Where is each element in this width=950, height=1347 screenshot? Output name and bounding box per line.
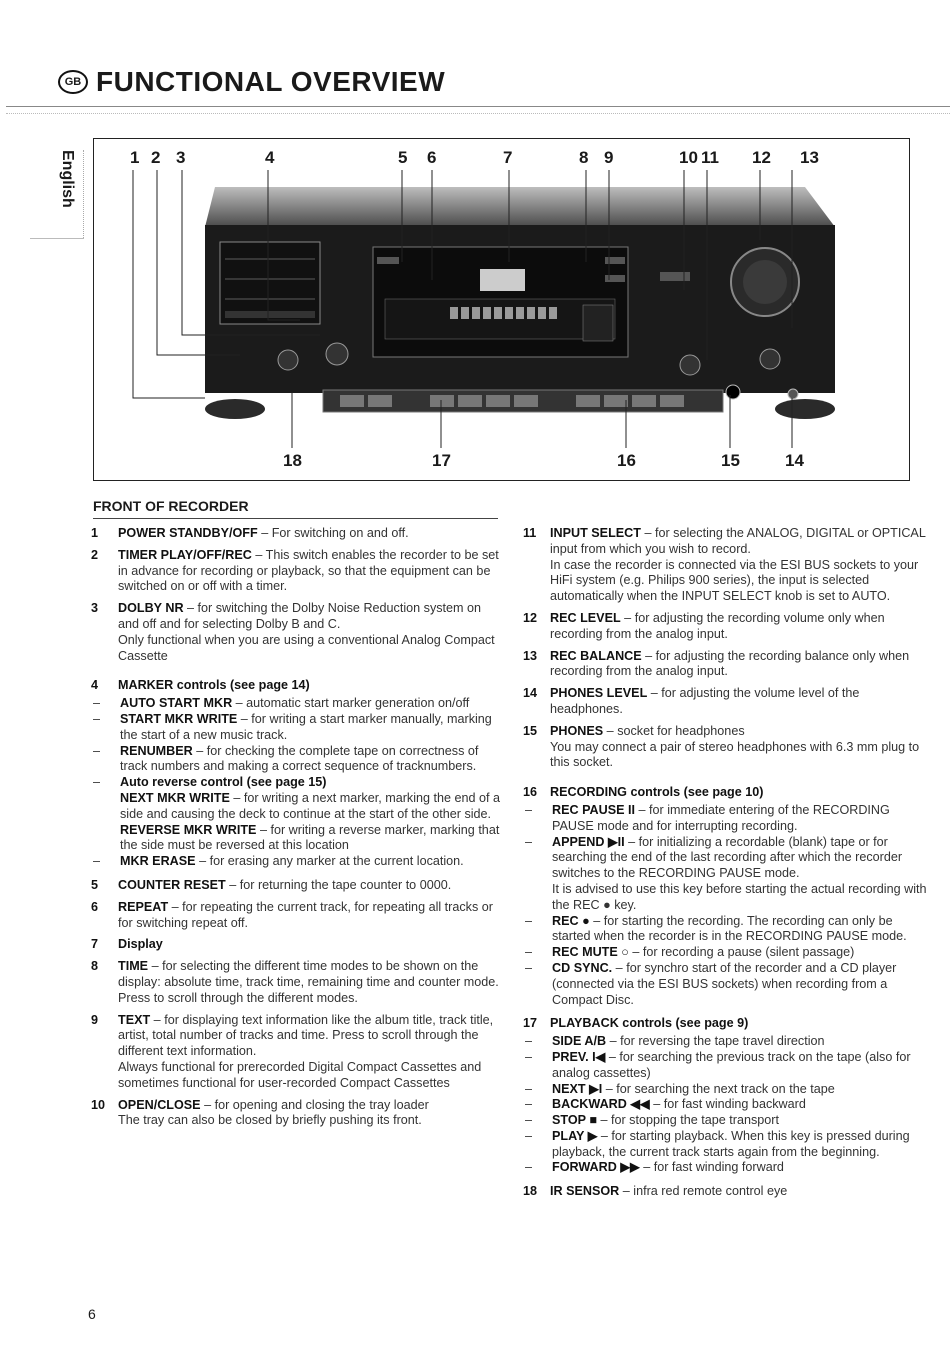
right-column: [523, 526, 933, 1206]
list-item: – BACKWARD ◀◀ – for fast winding backward: [525, 1097, 806, 1112]
list-item: – REC MUTE ○ – for recording a pause (silent passage): [525, 945, 855, 960]
callout-16: 16: [617, 451, 636, 470]
list-item: 7 Display: [91, 937, 163, 952]
callout-14: 14: [785, 451, 804, 470]
callout-17: 17: [432, 451, 451, 470]
marker-heading: 4 MARKER controls (see page 14): [91, 678, 310, 693]
list-item: – RENUMBER – for checking the complete tape on correctness of track numbers and making a correct sequence of tracknumbers.: [93, 743, 479, 774]
list-item: – PREV. I◀ – for searching the previous track on the tape (also for analog cassettes): [525, 1049, 911, 1080]
list-item: – Auto reverse control (see page 15) NEXT MKR WRITE – for writing a next marker, marking the end of a side and causing the deck to continue at the start of the other side. REVERSE MKR WRITE – for writing a reverse marker, marking that the side must be reversed at this location: [93, 775, 501, 853]
section-title: FRONT OF RECORDER: [93, 498, 249, 514]
left-column: [91, 526, 501, 1135]
recording-heading: 16 RECORDING controls (see page 10): [523, 785, 764, 800]
callout-6: 6: [427, 148, 437, 167]
list-item: – AUTO START MKR – automatic start marker generation on/off: [93, 696, 470, 711]
callout-2: 2: [151, 148, 161, 167]
list-item: – APPEND ▶II – for initializing a recordable (blank) tape or for searching the end of the last recording after which the recorder switches to the RECORDING PAUSE mode. It is advised to use this key before starting the actual recording with the REC ● key.: [525, 834, 927, 912]
list-item: – PLAY ▶ – for starting playback. When this key is pressed during playback, the current track starts again from the beginning.: [525, 1128, 910, 1159]
callout-9: 9: [604, 148, 614, 167]
callout-13: 13: [800, 148, 819, 167]
list-item: 11 INPUT SELECT – for selecting the ANALOG, DIGITAL or OPTICAL input from which you wish to record. In case the recorder is connected via the ESI BUS sockets to your HiFi system (e.g. Philips 900 series), the input is selected automatically when the INPUT SELECT knob is set to AUTO.: [523, 526, 926, 604]
section-rule: [93, 518, 498, 519]
list-item: 14 PHONES LEVEL – for adjusting the volume level of the headphones.: [523, 686, 860, 716]
list-item: – MKR ERASE – for erasing any marker at the current location.: [93, 854, 464, 869]
list-item: 15 PHONES – socket for headphones You may connect a pair of stereo headphones with 6.3 mm plug to this socket.: [523, 723, 920, 770]
playback-heading: 17 PLAYBACK controls (see page 9): [523, 1016, 749, 1031]
list-item: 2 TIMER PLAY/OFF/REC – This switch enables the recorder to be set in advance for recording or playback, so that the equipment can be switched on or off with a timer.: [91, 547, 499, 594]
callout-3: 3: [176, 148, 186, 167]
list-item: – SIDE A/B – for reversing the tape travel direction: [525, 1034, 825, 1049]
callout-10: 10: [679, 148, 698, 167]
callout-4: 4: [265, 148, 275, 167]
list-item: – CD SYNC. – for synchro start of the recorder and a CD player (connected via the ESI BUS sockets) when recording from a Compact Disc.: [525, 960, 897, 1007]
list-item: 8 TIME – for selecting the different time modes to be shown on the display: absolute time, track time, remaining time and counter mode. Press to scroll through the different modes.: [91, 959, 499, 1005]
callout-8: 8: [579, 148, 589, 167]
page-title: FUNCTIONAL OVERVIEW: [96, 66, 446, 97]
list-item: – FORWARD ▶▶ – for fast winding forward: [525, 1160, 784, 1175]
list-item: 12 REC LEVEL – for adjusting the recording volume only when recording from the analog input.: [523, 610, 885, 641]
callout-5: 5: [398, 148, 408, 167]
language-label: English: [59, 150, 76, 208]
list-item: – START MKR WRITE – for writing a start marker manually, marking the start of a new music track.: [93, 711, 492, 742]
list-item: – REC ● – for starting the recording. The recording can only be started when the recorder is in the RECORDING PAUSE mode.: [525, 913, 907, 944]
callout-7: 7: [503, 148, 513, 167]
list-item: 6 REPEAT – for repeating the current track, for repeating all tracks or for switching repeat off.: [91, 899, 493, 930]
callout-1: 1: [130, 148, 140, 167]
callout-11: 11: [701, 148, 719, 167]
list-item: 13 REC BALANCE – for adjusting the recording balance only when recording from the analog input.: [523, 648, 910, 679]
list-item: 3 DOLBY NR – for switching the Dolby Noise Reduction system on and off and for selecting Dolby B and C. Only functional when you are using a conventional Analog Compact Cassette: [91, 601, 495, 663]
list-item: 10 OPEN/CLOSE – for opening and closing the tray loader The tray can also be closed by briefly pushing its front.: [91, 1097, 429, 1128]
page-number: 6: [88, 1306, 96, 1322]
gb-badge: GB: [58, 70, 88, 94]
list-item: – REC PAUSE II – for immediate entering of the RECORDING PAUSE mode and for interrupting recording.: [525, 802, 890, 833]
list-item: – NEXT ▶I – for searching the next track on the tape: [525, 1081, 835, 1096]
list-item: 5 COUNTER RESET – for returning the tape counter to 0000.: [91, 877, 452, 892]
list-item: 9 TEXT – for displaying text information like the album title, track title, artist, total number of tracks and time. Press to scroll through the different text information. Always functional for prerecorded Digital Compact Cassettes and sometimes functional for user-recorded Compact Cassettes: [91, 1012, 494, 1090]
list-item: – STOP ■ – for stopping the tape transport: [525, 1113, 779, 1128]
list-item: 18 IR SENSOR – infra red remote control eye: [523, 1184, 788, 1199]
callout-12: 12: [752, 148, 771, 167]
list-item: 1 POWER STANDBY/OFF – For switching on and off.: [91, 526, 409, 540]
callout-15: 15: [721, 451, 740, 470]
callout-18: 18: [283, 451, 302, 470]
